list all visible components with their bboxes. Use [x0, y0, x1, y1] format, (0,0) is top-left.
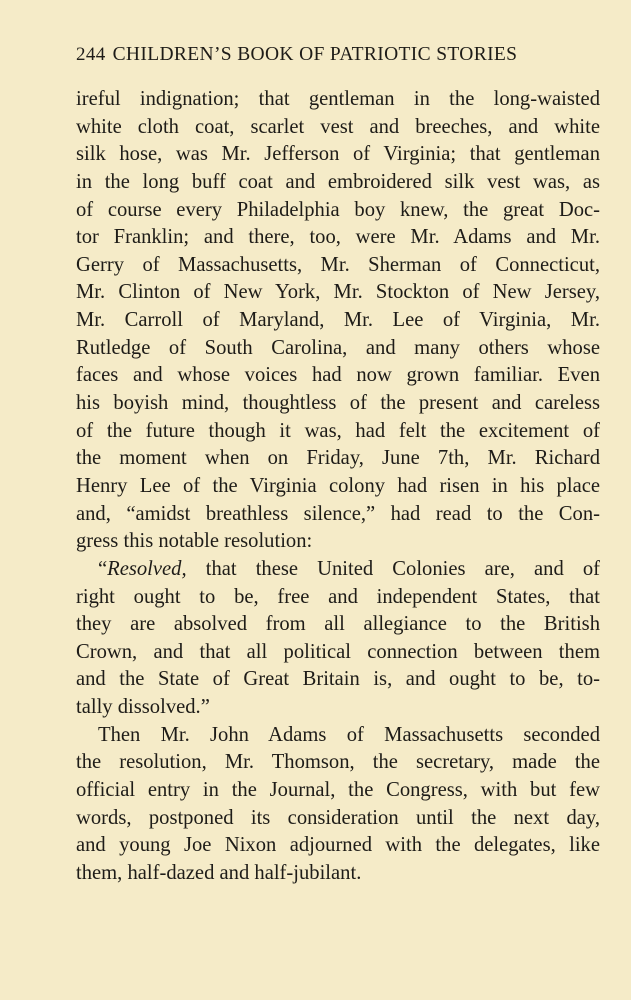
quote-open-mark: “	[98, 557, 108, 580]
text-line: ireful indignation; that gentleman in the long-waisted	[76, 88, 600, 110]
text-line: tor Franklin; and there, too, were Mr. Adams and Mr.	[76, 226, 600, 249]
text-line: the moment when on Friday, June 7th, Mr. Richard	[76, 447, 600, 470]
quote-line: Crown, and that all political connection between them	[76, 640, 600, 663]
resolved-emphasis: Resolved,	[107, 557, 187, 580]
quote-line: tally dissolved.”	[76, 696, 210, 719]
text-line: Rutledge of South Carolina, and many others whose	[76, 336, 600, 359]
quote-first-rest: that these United Colonies are, and of	[186, 557, 600, 580]
text-line: and, “amidst breathless silence,” had read to the Con-	[76, 502, 600, 525]
text-line: silk hose, was Mr. Jefferson of Virginia; that gentleman	[76, 143, 600, 166]
quote-first-line	[76, 556, 600, 584]
quote-line: and the State of Great Britain is, and ought to be, to-	[76, 668, 600, 691]
text-line: in the long buff coat and embroidered silk vest was, as	[76, 170, 600, 193]
text-line: and young Joe Nixon adjourned with the delegates, like	[76, 834, 600, 857]
text-line: white cloth coat, scarlet vest and breeches, and white	[76, 115, 600, 138]
page-number: 244	[76, 44, 106, 65]
quote-line: they are absolved from all allegiance to the British	[76, 613, 600, 636]
text-line: Henry Lee of the Virginia colony had risen in his place	[76, 474, 600, 497]
body-text	[76, 86, 600, 888]
text-line: his boyish mind, thoughtless of the present and careless	[76, 392, 600, 415]
text-line: of the future though it was, had felt the excitement of	[76, 419, 600, 442]
text-line: Mr. Clinton of New York, Mr. Stockton of New Jersey,	[76, 281, 600, 304]
text-line: gress this notable resolution:	[76, 530, 313, 553]
text-line: of course every Philadelphia boy knew, the great Doc-	[76, 198, 600, 221]
text-line: them, half-dazed and half-jubilant.	[76, 861, 362, 884]
text-line: the resolution, Mr. Thomson, the secretary, made the	[76, 751, 600, 774]
quote-line: right ought to be, free and independent States, that	[76, 585, 600, 608]
text-line: Then Mr. John Adams of Massachusetts seconded	[98, 723, 600, 746]
text-line: Mr. Carroll of Maryland, Mr. Lee of Virginia, Mr.	[76, 309, 600, 332]
text-line: words, postponed its consideration until the next day,	[76, 806, 600, 829]
text-line: official entry in the Journal, the Congress, with but few	[76, 779, 600, 802]
text-line: faces and whose voices had now grown familiar. Even	[76, 364, 600, 387]
book-page	[76, 44, 600, 984]
running-header	[76, 44, 600, 74]
text-line: Gerry of Massachusetts, Mr. Sherman of Connecticut,	[76, 253, 600, 276]
running-title: CHILDREN’S BOOK OF PATRIOTIC STORIES	[112, 44, 518, 65]
